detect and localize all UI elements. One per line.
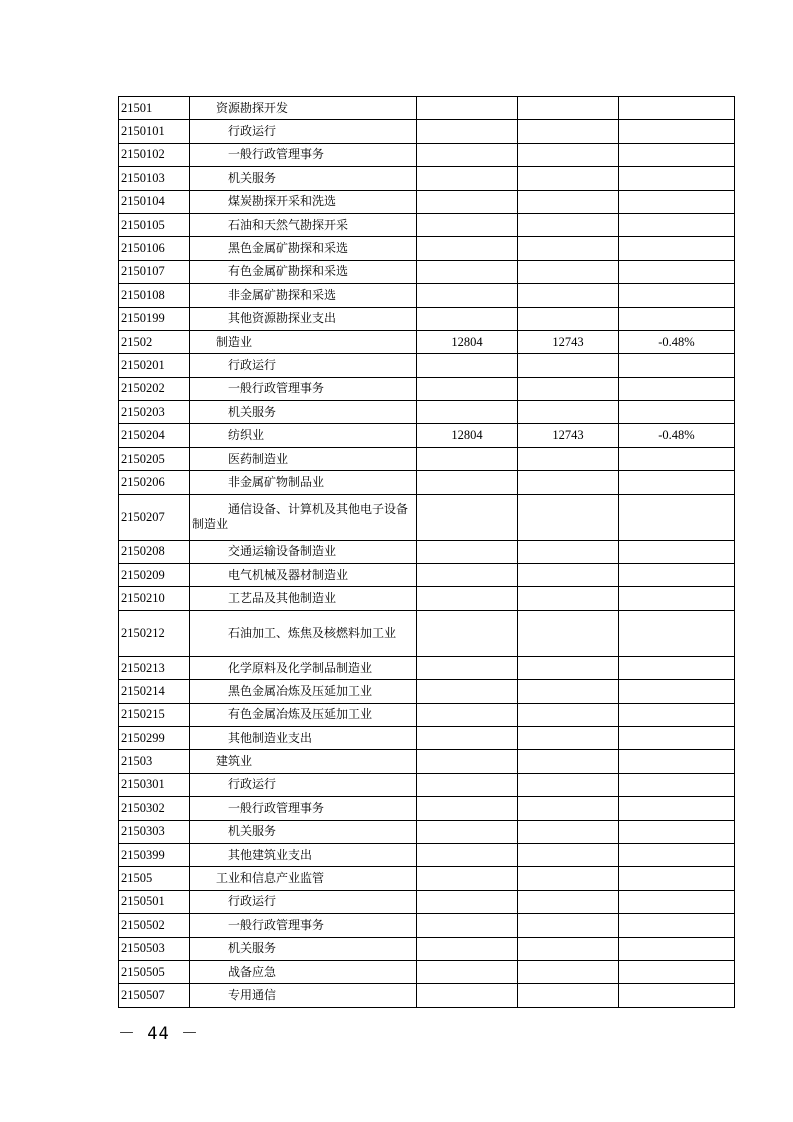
value-cell-1 — [417, 703, 518, 726]
value-cell-1 — [417, 890, 518, 913]
value-cell-1 — [417, 494, 518, 540]
percent-change-cell — [619, 773, 735, 796]
percent-change-cell — [619, 797, 735, 820]
percent-change-cell — [619, 447, 735, 470]
table-row — [119, 797, 735, 820]
code-cell: 2150501 — [119, 890, 190, 913]
value-cell-1: 12804 — [417, 424, 518, 447]
budget-table-container — [118, 96, 713, 1008]
code-cell: 2150108 — [119, 284, 190, 307]
item-name-cell: 非金属矿物制品业 — [190, 471, 417, 494]
percent-change-cell — [619, 937, 735, 960]
item-name-cell: 纺织业 — [190, 424, 417, 447]
percent-change-cell — [619, 260, 735, 283]
item-name-cell: 战备应急 — [190, 960, 417, 983]
percent-change-cell — [619, 354, 735, 377]
item-name-cell: 资源勘探开发 — [190, 97, 417, 120]
value-cell-2 — [518, 610, 619, 656]
value-cell-2 — [518, 494, 619, 540]
value-cell-1 — [417, 167, 518, 190]
percent-change-cell — [619, 820, 735, 843]
value-cell-2 — [518, 960, 619, 983]
value-cell-2 — [518, 797, 619, 820]
percent-change-cell — [619, 703, 735, 726]
item-name-cell: 一般行政管理事务 — [190, 797, 417, 820]
value-cell-2 — [518, 703, 619, 726]
code-cell: 2150215 — [119, 703, 190, 726]
value-cell-2 — [518, 773, 619, 796]
table-row — [119, 937, 735, 960]
table-row — [119, 960, 735, 983]
code-cell: 2150102 — [119, 143, 190, 166]
value-cell-1 — [417, 914, 518, 937]
value-cell-1 — [417, 867, 518, 890]
code-cell: 2150213 — [119, 656, 190, 679]
item-name-cell: 制造业 — [190, 330, 417, 353]
item-name-cell: 机关服务 — [190, 820, 417, 843]
value-cell-1 — [417, 610, 518, 656]
table-row — [119, 914, 735, 937]
table-row — [119, 890, 735, 913]
value-cell-2 — [518, 914, 619, 937]
budget-table-body — [119, 97, 735, 1008]
value-cell-2 — [518, 471, 619, 494]
percent-change-cell — [619, 167, 735, 190]
item-name-cell: 一般行政管理事务 — [190, 377, 417, 400]
table-row — [119, 726, 735, 749]
value-cell-2 — [518, 354, 619, 377]
code-cell: 2150299 — [119, 726, 190, 749]
value-cell-2 — [518, 307, 619, 330]
percent-change-cell — [619, 190, 735, 213]
table-row — [119, 260, 735, 283]
code-cell: 2150505 — [119, 960, 190, 983]
code-cell: 2150303 — [119, 820, 190, 843]
table-row — [119, 237, 735, 260]
table-row — [119, 540, 735, 563]
percent-change-cell — [619, 914, 735, 937]
percent-change-cell — [619, 610, 735, 656]
table-row — [119, 377, 735, 400]
percent-change-cell — [619, 890, 735, 913]
code-cell: 2150103 — [119, 167, 190, 190]
table-row — [119, 284, 735, 307]
value-cell-2 — [518, 213, 619, 236]
item-name-cell: 行政运行 — [190, 890, 417, 913]
value-cell-2 — [518, 726, 619, 749]
value-cell-1 — [417, 820, 518, 843]
code-cell: 21502 — [119, 330, 190, 353]
item-name-cell: 专用通信 — [190, 984, 417, 1007]
percent-change-cell — [619, 843, 735, 866]
code-cell: 2150202 — [119, 377, 190, 400]
code-cell: 2150301 — [119, 773, 190, 796]
value-cell-2 — [518, 447, 619, 470]
code-cell: 2150399 — [119, 843, 190, 866]
value-cell-1: 12804 — [417, 330, 518, 353]
value-cell-1 — [417, 237, 518, 260]
value-cell-1 — [417, 401, 518, 424]
value-cell-1 — [417, 656, 518, 679]
item-name-cell: 建筑业 — [190, 750, 417, 773]
item-name-cell: 工艺品及其他制造业 — [190, 587, 417, 610]
value-cell-2 — [518, 680, 619, 703]
item-name-cell: 煤炭勘探开采和洗选 — [190, 190, 417, 213]
code-cell: 2150106 — [119, 237, 190, 260]
value-cell-1 — [417, 843, 518, 866]
code-cell: 2150207 — [119, 494, 190, 540]
percent-change-cell — [619, 213, 735, 236]
item-name-cell: 行政运行 — [190, 354, 417, 377]
item-name-cell: 电气机械及器材制造业 — [190, 564, 417, 587]
code-cell: 2150201 — [119, 354, 190, 377]
table-row — [119, 471, 735, 494]
code-cell: 2150503 — [119, 937, 190, 960]
percent-change-cell — [619, 587, 735, 610]
code-cell: 2150214 — [119, 680, 190, 703]
code-cell: 21505 — [119, 867, 190, 890]
percent-change-cell — [619, 656, 735, 679]
percent-change-cell — [619, 726, 735, 749]
page-number: － 44 － — [118, 1024, 199, 1044]
value-cell-2 — [518, 656, 619, 679]
value-cell-2 — [518, 750, 619, 773]
value-cell-2 — [518, 97, 619, 120]
item-name-cell: 医药制造业 — [190, 447, 417, 470]
table-row — [119, 97, 735, 120]
table-row — [119, 401, 735, 424]
table-row — [119, 167, 735, 190]
item-name-cell: 石油加工、炼焦及核燃料加工业 — [190, 610, 417, 656]
value-cell-1 — [417, 937, 518, 960]
value-cell-2 — [518, 284, 619, 307]
value-cell-2 — [518, 890, 619, 913]
value-cell-1 — [417, 984, 518, 1007]
percent-change-cell — [619, 564, 735, 587]
value-cell-2 — [518, 587, 619, 610]
item-name-cell: 有色金属矿勘探和采选 — [190, 260, 417, 283]
item-name-cell: 非金属矿勘探和采选 — [190, 284, 417, 307]
percent-change-cell — [619, 97, 735, 120]
code-cell: 2150502 — [119, 914, 190, 937]
value-cell-1 — [417, 377, 518, 400]
value-cell-2 — [518, 143, 619, 166]
value-cell-1 — [417, 587, 518, 610]
percent-change-cell — [619, 120, 735, 143]
budget-table — [118, 96, 735, 1008]
value-cell-2 — [518, 260, 619, 283]
item-name-cell: 其他资源勘探业支出 — [190, 307, 417, 330]
table-row — [119, 120, 735, 143]
item-name-cell: 石油和天然气勘探开采 — [190, 213, 417, 236]
value-cell-2 — [518, 564, 619, 587]
item-name-cell: 一般行政管理事务 — [190, 143, 417, 166]
value-cell-1 — [417, 960, 518, 983]
code-cell: 2150199 — [119, 307, 190, 330]
percent-change-cell — [619, 307, 735, 330]
item-name-cell: 其他制造业支出 — [190, 726, 417, 749]
value-cell-1 — [417, 120, 518, 143]
percent-change-cell — [619, 680, 735, 703]
code-cell: 21501 — [119, 97, 190, 120]
table-row — [119, 564, 735, 587]
item-name-cell: 一般行政管理事务 — [190, 914, 417, 937]
code-cell: 2150209 — [119, 564, 190, 587]
item-name-cell: 行政运行 — [190, 773, 417, 796]
value-cell-2 — [518, 377, 619, 400]
value-cell-1 — [417, 213, 518, 236]
percent-change-cell — [619, 984, 735, 1007]
table-row — [119, 494, 735, 540]
value-cell-1 — [417, 260, 518, 283]
value-cell-1 — [417, 447, 518, 470]
value-cell-1 — [417, 540, 518, 563]
table-row — [119, 984, 735, 1007]
value-cell-2: 12743 — [518, 424, 619, 447]
value-cell-2 — [518, 820, 619, 843]
percent-change-cell — [619, 143, 735, 166]
table-row — [119, 680, 735, 703]
percent-change-cell — [619, 377, 735, 400]
code-cell: 2150210 — [119, 587, 190, 610]
value-cell-1 — [417, 680, 518, 703]
value-cell-2 — [518, 540, 619, 563]
percent-change-cell — [619, 471, 735, 494]
table-row — [119, 190, 735, 213]
value-cell-1 — [417, 750, 518, 773]
table-row — [119, 330, 735, 353]
item-name-cell: 黑色金属矿勘探和采选 — [190, 237, 417, 260]
value-cell-2 — [518, 190, 619, 213]
item-name-cell: 黑色金属冶炼及压延加工业 — [190, 680, 417, 703]
value-cell-1 — [417, 471, 518, 494]
table-row — [119, 587, 735, 610]
value-cell-1 — [417, 143, 518, 166]
item-name-cell: 其他建筑业支出 — [190, 843, 417, 866]
percent-change-cell — [619, 540, 735, 563]
value-cell-2 — [518, 167, 619, 190]
value-cell-2: 12743 — [518, 330, 619, 353]
table-row — [119, 354, 735, 377]
code-cell: 2150101 — [119, 120, 190, 143]
value-cell-2 — [518, 401, 619, 424]
value-cell-2 — [518, 937, 619, 960]
table-row — [119, 213, 735, 236]
value-cell-1 — [417, 797, 518, 820]
value-cell-2 — [518, 843, 619, 866]
table-row — [119, 843, 735, 866]
percent-change-cell — [619, 284, 735, 307]
percent-change-cell — [619, 750, 735, 773]
code-cell: 2150203 — [119, 401, 190, 424]
value-cell-1 — [417, 307, 518, 330]
percent-change-cell — [619, 237, 735, 260]
value-cell-1 — [417, 726, 518, 749]
item-name-cell: 交通运输设备制造业 — [190, 540, 417, 563]
value-cell-2 — [518, 120, 619, 143]
value-cell-1 — [417, 354, 518, 377]
code-cell: 2150206 — [119, 471, 190, 494]
item-name-cell: 机关服务 — [190, 937, 417, 960]
item-name-cell: 机关服务 — [190, 401, 417, 424]
percent-change-cell: -0.48% — [619, 424, 735, 447]
item-name-cell: 有色金属冶炼及压延加工业 — [190, 703, 417, 726]
item-name-cell: 机关服务 — [190, 167, 417, 190]
table-row — [119, 703, 735, 726]
table-row — [119, 656, 735, 679]
item-name-cell: 工业和信息产业监管 — [190, 867, 417, 890]
value-cell-1 — [417, 564, 518, 587]
code-cell: 2150208 — [119, 540, 190, 563]
value-cell-1 — [417, 284, 518, 307]
table-row — [119, 447, 735, 470]
value-cell-2 — [518, 984, 619, 1007]
percent-change-cell — [619, 494, 735, 540]
table-row — [119, 307, 735, 330]
item-name-cell: 化学原料及化学制品制造业 — [190, 656, 417, 679]
table-row — [119, 424, 735, 447]
percent-change-cell: -0.48% — [619, 330, 735, 353]
table-row — [119, 867, 735, 890]
code-cell: 2150105 — [119, 213, 190, 236]
table-row — [119, 143, 735, 166]
table-row — [119, 773, 735, 796]
code-cell: 2150104 — [119, 190, 190, 213]
code-cell: 2150302 — [119, 797, 190, 820]
table-row — [119, 820, 735, 843]
code-cell: 2150507 — [119, 984, 190, 1007]
table-row — [119, 610, 735, 656]
code-cell: 2150205 — [119, 447, 190, 470]
item-name-cell: 行政运行 — [190, 120, 417, 143]
value-cell-1 — [417, 773, 518, 796]
value-cell-1 — [417, 97, 518, 120]
percent-change-cell — [619, 960, 735, 983]
percent-change-cell — [619, 867, 735, 890]
value-cell-1 — [417, 190, 518, 213]
value-cell-2 — [518, 867, 619, 890]
value-cell-2 — [518, 237, 619, 260]
percent-change-cell — [619, 401, 735, 424]
code-cell: 21503 — [119, 750, 190, 773]
code-cell: 2150107 — [119, 260, 190, 283]
code-cell: 2150204 — [119, 424, 190, 447]
code-cell: 2150212 — [119, 610, 190, 656]
item-name-cell: 通信设备、计算机及其他电子设备制造业 — [190, 494, 417, 540]
table-row — [119, 750, 735, 773]
